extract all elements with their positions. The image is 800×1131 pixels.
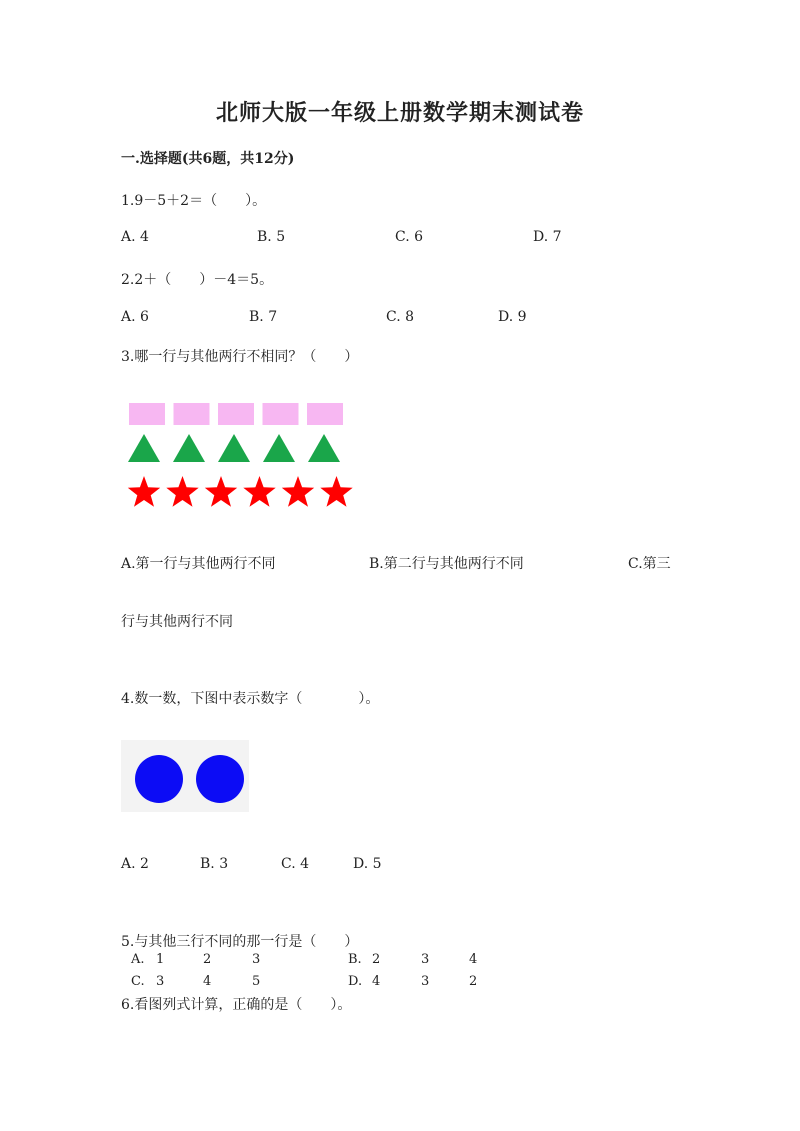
q3-option-b[interactable]: B.第二行与其他两行不同 [369,556,524,572]
q4-option-c[interactable]: C. 4 [281,856,310,872]
q5-row-a-label[interactable]: A. [131,952,145,967]
question-5-stem: 5.与其他三行不同的那一行是（ ） [121,934,359,950]
q5-row-c-num: 4 [203,974,212,989]
q3-option-c[interactable]: C.第三 [628,556,671,572]
pink-rectangle [263,403,299,425]
red-star [166,476,198,507]
blue-circle [196,755,244,803]
q1-option-c[interactable]: C. 6 [395,229,424,245]
q4-option-a[interactable]: A. 2 [121,856,149,872]
pink-rectangle [174,403,210,425]
section-heading: 一.选择题(共6题，共12分) [121,151,295,167]
q2-option-c[interactable]: C. 8 [386,309,415,325]
q1-option-a[interactable]: A. 4 [121,229,149,245]
q5-row-b-num: 3 [421,952,430,967]
q1-option-d[interactable]: D. 7 [533,229,562,245]
q5-row-d-num: 4 [372,974,381,989]
green-triangle [263,434,295,462]
q5-row-a-num: 2 [203,952,212,967]
red-star [320,476,352,507]
pink-rectangle [218,403,254,425]
red-star [205,476,237,507]
q5-row-b-label[interactable]: B. [348,952,362,967]
question-3-stem: 3.哪一行与其他两行不相同？（ ） [121,349,359,365]
green-triangle [173,434,205,462]
q5-row-a-num: 1 [156,952,165,967]
question-2-stem: 2.2＋（ ）－4＝5。 [121,272,274,288]
q3-option-a[interactable]: A.第一行与其他两行不同 [121,556,276,572]
question-6-stem: 6.看图列式计算，正确的是（ ）。 [121,997,352,1013]
red-star [243,476,275,507]
pink-rectangle [129,403,165,425]
blue-circle [135,755,183,803]
q5-row-c-num: 5 [252,974,261,989]
q5-row-a-num: 3 [252,952,261,967]
q5-row-d-num: 3 [421,974,430,989]
q1-option-b[interactable]: B. 5 [257,229,286,245]
q5-row-b-num: 2 [372,952,381,967]
q5-row-b-num: 4 [469,952,478,967]
green-triangle [218,434,250,462]
question-1-stem: 1.9－5＋2＝（ ）。 [121,193,267,209]
q4-option-b[interactable]: B. 3 [200,856,229,872]
q2-option-b[interactable]: B. 7 [249,309,278,325]
q3-option-c-continued: 行与其他两行不同 [121,614,233,630]
green-triangle [308,434,340,462]
q2-option-d[interactable]: D. 9 [498,309,527,325]
q2-option-a[interactable]: A. 6 [121,309,149,325]
red-star [282,476,314,507]
question-4-stem: 4.数一数，下图中表示数字（ ）。 [121,691,380,707]
pink-rectangle [307,403,343,425]
q5-row-c-label[interactable]: C. [131,974,145,989]
q5-row-d-label[interactable]: D. [348,974,363,989]
shape-rows-figure [121,396,356,516]
q5-row-c-num: 3 [156,974,165,989]
q5-row-d-num: 2 [469,974,478,989]
q4-option-d[interactable]: D. 5 [353,856,382,872]
page-title: 北师大版一年级上册数学期末测试卷 [215,100,584,126]
red-star [128,476,160,507]
green-triangle [128,434,160,462]
circles-figure [121,740,249,812]
